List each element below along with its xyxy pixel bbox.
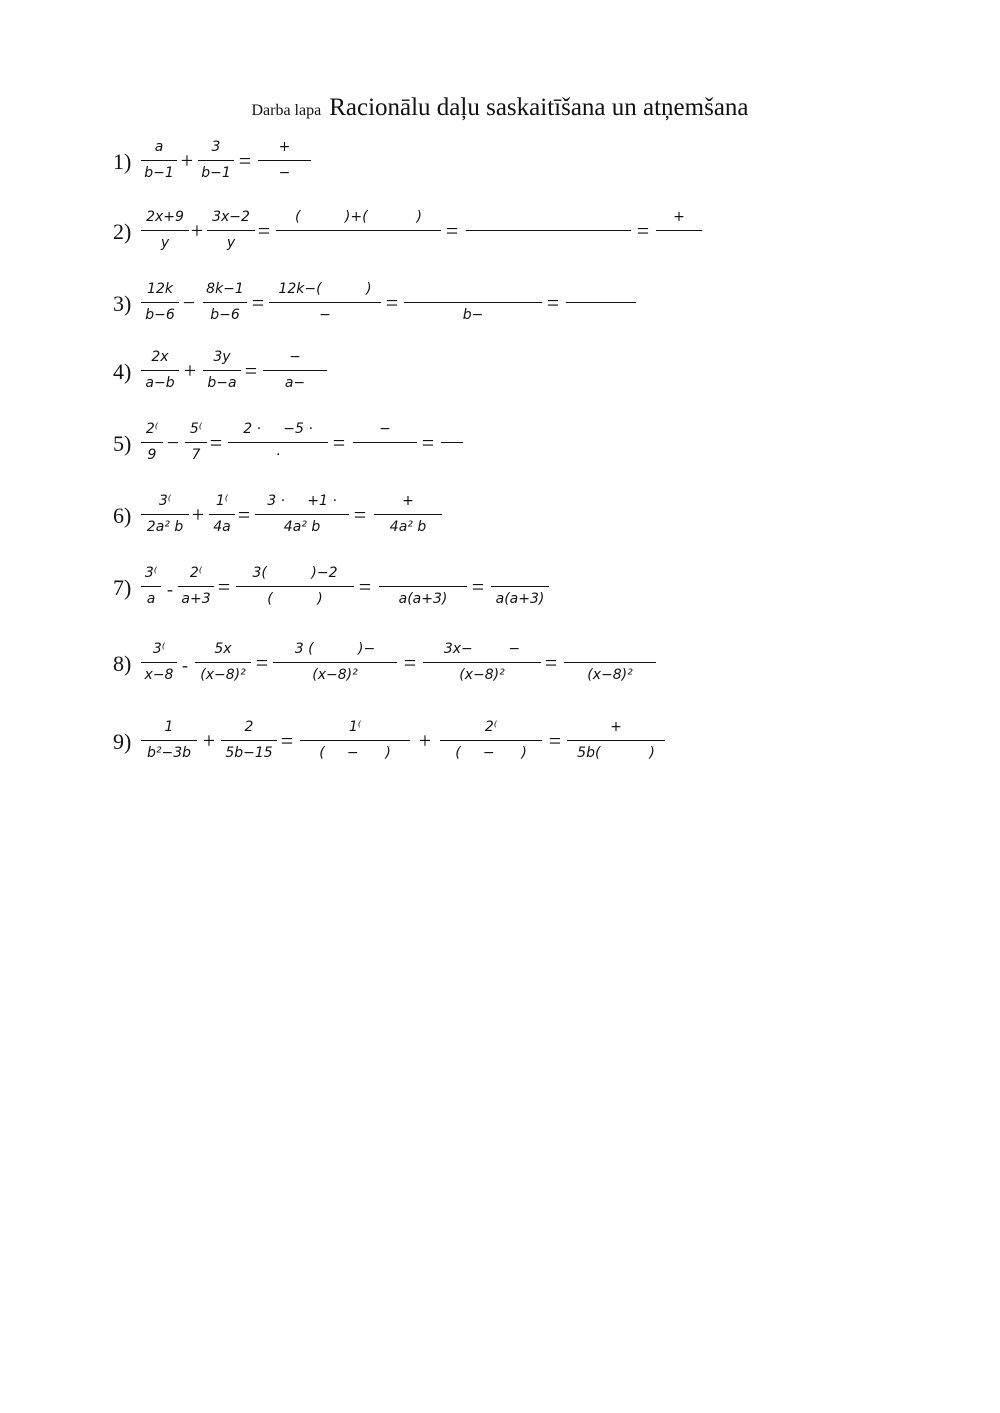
exercise-number: 9)	[113, 729, 132, 754]
exercise-number: 7)	[113, 575, 132, 600]
exercise-number: 6)	[113, 503, 132, 528]
denominator: ( − )	[319, 745, 391, 761]
fraction-bar	[141, 514, 189, 515]
fraction-bar	[228, 442, 328, 443]
denominator: y	[160, 235, 170, 251]
fraction	[141, 421, 163, 471]
fraction-bar	[567, 740, 665, 741]
numerator: 1⁽	[215, 493, 229, 509]
numerator: 2⁽	[484, 719, 498, 735]
equals-sign: =	[358, 574, 372, 599]
numerator: 3x−2	[212, 209, 250, 225]
answer-fraction	[255, 493, 349, 543]
numerator: −	[379, 421, 391, 437]
fraction	[141, 349, 179, 399]
answer-fraction	[566, 281, 636, 331]
fraction-bar	[269, 302, 381, 303]
fraction-bar	[221, 740, 277, 741]
denominator: ·	[275, 447, 281, 463]
exercise-number: 1)	[113, 149, 132, 174]
equals-sign: =	[217, 574, 231, 599]
fraction	[203, 281, 247, 331]
denominator: 5b−15	[225, 745, 273, 761]
fraction-bar	[255, 514, 349, 515]
answer-fraction	[263, 349, 327, 399]
equals-sign: =	[471, 574, 485, 599]
numerator: 12k	[147, 281, 173, 297]
fraction-bar	[273, 662, 397, 663]
fraction-bar	[178, 586, 214, 587]
operator: +	[190, 218, 204, 243]
equals-sign: =	[445, 218, 459, 243]
fraction-bar	[141, 302, 179, 303]
fraction-bar	[203, 370, 241, 371]
answer-fraction	[656, 209, 702, 259]
denominator: (x−8)²	[200, 667, 246, 683]
denominator: b−	[462, 307, 484, 323]
equals-sign: =	[244, 358, 258, 383]
fraction	[141, 493, 189, 543]
numerator: +	[402, 493, 414, 509]
answer-fraction	[466, 209, 631, 259]
denominator: 2a² b	[146, 519, 184, 535]
fraction-bar	[353, 442, 417, 443]
equals-sign: =	[385, 290, 399, 315]
fraction	[141, 641, 177, 691]
denominator: −	[278, 165, 291, 181]
fraction	[198, 139, 234, 189]
denominator: (x−8)²	[587, 667, 633, 683]
denominator: 4a² b	[389, 519, 427, 535]
equals-sign: =	[403, 650, 417, 675]
title-main: Racionālu daļu saskaitīšana un atņemšana	[329, 94, 749, 121]
fraction-bar	[209, 514, 235, 515]
denominator: a(a+3)	[398, 591, 448, 607]
exercise-number: 2)	[113, 219, 132, 244]
fraction-bar	[141, 230, 189, 231]
fraction-bar	[441, 442, 463, 443]
fraction-bar	[423, 662, 541, 663]
fraction-bar	[207, 230, 255, 231]
fraction-bar	[440, 740, 542, 741]
denominator: (x−8)²	[312, 667, 358, 683]
equals-sign: =	[280, 728, 294, 753]
fraction-bar	[466, 230, 631, 231]
fraction	[141, 719, 197, 769]
numerator: 2 · −5 ·	[243, 421, 313, 437]
operator: +	[202, 728, 216, 753]
numerator: 3x− −	[443, 641, 521, 657]
numerator: 3y	[213, 349, 231, 365]
numerator: 1	[164, 719, 174, 735]
answer-fraction	[564, 641, 656, 691]
fraction-bar	[236, 586, 354, 587]
denominator: a−b	[145, 375, 175, 391]
fraction-bar	[141, 586, 161, 587]
equals-sign: =	[255, 650, 269, 675]
numerator: 12k−( )	[278, 281, 372, 297]
fraction	[141, 139, 177, 189]
denominator: a+3	[181, 591, 211, 607]
fraction	[141, 281, 179, 331]
answer-fraction	[379, 565, 467, 615]
equals-sign: =	[238, 148, 252, 173]
numerator: 3 ( )−	[294, 641, 376, 657]
fraction	[178, 565, 214, 615]
denominator: b−6	[145, 307, 175, 323]
numerator: 3 · +1 ·	[267, 493, 337, 509]
denominator: b−a	[207, 375, 237, 391]
equals-sign: =	[237, 502, 251, 527]
fraction	[221, 719, 277, 769]
equals-sign: =	[421, 430, 435, 455]
fraction-bar	[300, 740, 410, 741]
numerator: ( )+( )	[294, 209, 423, 225]
numerator: −	[289, 349, 301, 365]
operator: +	[418, 728, 432, 753]
answer-fraction	[404, 281, 542, 331]
fraction-bar	[258, 160, 311, 161]
fraction	[141, 209, 189, 259]
answer-fraction	[423, 641, 541, 691]
answer-fraction	[491, 565, 549, 615]
equals-sign: =	[209, 430, 223, 455]
fraction	[141, 565, 161, 615]
denominator: 4a² b	[283, 519, 321, 535]
answer-fraction	[276, 209, 441, 259]
numerator: 3⁽	[152, 641, 166, 657]
operator: -	[182, 655, 188, 675]
fraction-bar	[566, 302, 636, 303]
exercise-number: 5)	[113, 431, 132, 456]
numerator: 2⁽	[145, 421, 159, 437]
fraction-bar	[379, 586, 467, 587]
fraction-bar	[404, 302, 542, 303]
numerator: 2⁽	[189, 565, 203, 581]
fraction	[195, 641, 251, 691]
numerator: a	[154, 139, 164, 155]
answer-fraction	[441, 421, 463, 471]
equals-sign: =	[332, 430, 346, 455]
denominator: 9	[147, 447, 157, 463]
numerator: 3⁽	[158, 493, 172, 509]
answer-fraction	[236, 565, 354, 615]
answer-fraction	[374, 493, 442, 543]
fraction-bar	[141, 160, 177, 161]
worksheet-title	[0, 94, 1000, 122]
fraction-bar	[185, 442, 207, 443]
answer-fraction	[258, 139, 311, 189]
numerator: +	[610, 719, 622, 735]
fraction-bar	[564, 662, 656, 663]
numerator: +	[673, 209, 685, 225]
fraction	[203, 349, 241, 399]
numerator: 2x+9	[146, 209, 184, 225]
fraction-bar	[195, 662, 251, 663]
fraction-bar	[141, 662, 177, 663]
fraction	[209, 493, 235, 543]
answer-fraction	[228, 421, 328, 471]
answer-fraction	[269, 281, 381, 331]
denominator: 5b( )	[577, 745, 655, 761]
numerator: 3( )−2	[252, 565, 338, 581]
fraction-bar	[374, 514, 442, 515]
equals-sign: =	[548, 728, 562, 753]
operator: −	[182, 290, 196, 315]
answer-fraction	[440, 719, 542, 769]
numerator: 2x	[151, 349, 169, 365]
operator: -	[167, 579, 173, 599]
denominator: x−8	[144, 667, 174, 683]
numerator: 1⁽	[348, 719, 362, 735]
equals-sign: =	[353, 502, 367, 527]
numerator: 8k−1	[206, 281, 244, 297]
operator: +	[183, 358, 197, 383]
answer-fraction	[567, 719, 665, 769]
denominator: 7	[191, 447, 201, 463]
fraction-bar	[203, 302, 247, 303]
denominator: (x−8)²	[459, 667, 505, 683]
fraction-bar	[141, 442, 163, 443]
equals-sign: =	[251, 290, 265, 315]
operator: −	[166, 430, 180, 455]
denominator: ( − )	[455, 745, 527, 761]
exercise-number: 4)	[113, 359, 132, 384]
denominator: b²−3b	[146, 745, 192, 761]
fraction-bar	[491, 586, 549, 587]
denominator: a	[146, 591, 156, 607]
numerator: 3⁽	[144, 565, 158, 581]
equals-sign: =	[544, 650, 558, 675]
answer-fraction	[353, 421, 417, 471]
numerator: 2	[244, 719, 254, 735]
fraction-bar	[656, 230, 702, 231]
fraction-bar	[141, 370, 179, 371]
equals-sign: =	[546, 290, 560, 315]
denominator: b−1	[144, 165, 174, 181]
numerator: +	[278, 139, 291, 155]
answer-fraction	[300, 719, 410, 769]
fraction	[207, 209, 255, 259]
numerator: 5x	[214, 641, 232, 657]
denominator: b−1	[201, 165, 231, 181]
fraction-bar	[276, 230, 441, 231]
equals-sign: =	[257, 218, 271, 243]
denominator: a−	[284, 375, 306, 391]
equals-sign: =	[636, 218, 650, 243]
answer-fraction	[273, 641, 397, 691]
fraction-bar	[198, 160, 234, 161]
exercise-number: 8)	[113, 651, 132, 676]
denominator: −	[319, 307, 331, 323]
denominator: y	[226, 235, 236, 251]
operator: +	[191, 502, 205, 527]
exercise-number: 3)	[113, 291, 132, 316]
denominator: 4a	[213, 519, 231, 535]
denominator: ( )	[267, 591, 323, 607]
fraction	[185, 421, 207, 471]
numerator: 5⁽	[189, 421, 203, 437]
numerator: 3	[211, 139, 221, 155]
denominator: a(a+3)	[495, 591, 545, 607]
operator: +	[180, 148, 194, 173]
title-prefix: Darba lapa	[251, 102, 322, 119]
denominator: b−6	[210, 307, 240, 323]
fraction-bar	[263, 370, 327, 371]
fraction-bar	[141, 740, 197, 741]
